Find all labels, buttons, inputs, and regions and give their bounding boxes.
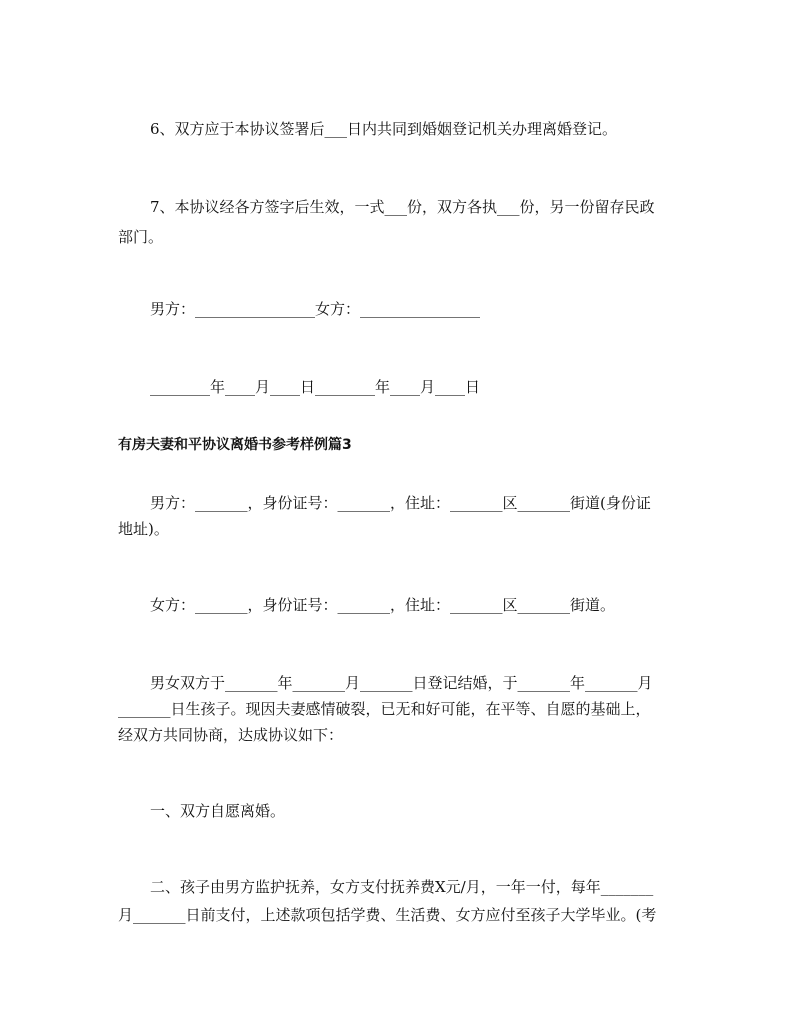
date-line: ________年____月____日________年____月____日 xyxy=(150,378,481,396)
clause-6-line-1: 6、双方应于本协议签署后___日内共同到婚姻登记机关办理离婚登记。 xyxy=(150,120,618,138)
marriage-line-2: _______日生孩子。现因夫妻感情破裂，已无和好可能，在平等、自愿的基础上， xyxy=(118,700,651,718)
man-info-line-1: 男方：_______，身份证号：_______，住址：_______区_______街道(身份证 xyxy=(150,494,651,512)
marriage-line-1: 男女双方于_______年_______月_______日登记结婚，于_______年_______月 xyxy=(150,674,653,692)
item-1: 一、双方自愿离婚。 xyxy=(150,802,286,820)
marriage-line-3: 经双方共同协商，达成协议如下： xyxy=(118,726,344,744)
item-2-line-2: 月_______日前支付，上述款项包括学费、生活费、女方应付至孩子大学毕业。(考 xyxy=(118,906,657,924)
item-2-line-1: 二、孩子由男方监护抚养，女方支付抚养费X元/月，一年一付，每年_______ xyxy=(150,878,654,896)
woman-info-line: 女方：_______，身份证号：_______，住址：_______区_______街道。 xyxy=(150,596,616,614)
signature-line: 男方：________________女方：________________ xyxy=(150,300,481,318)
man-info-line-2: 地址)。 xyxy=(118,520,169,538)
clause-7-line-1: 7、本协议经各方签字后生效，一式___份，双方各执___份，另一份留存民政 xyxy=(150,198,655,216)
section-heading: 有房夫妻和平协议离婚书参考样例篇3 xyxy=(118,437,352,453)
clause-7-line-2: 部门。 xyxy=(118,228,164,246)
